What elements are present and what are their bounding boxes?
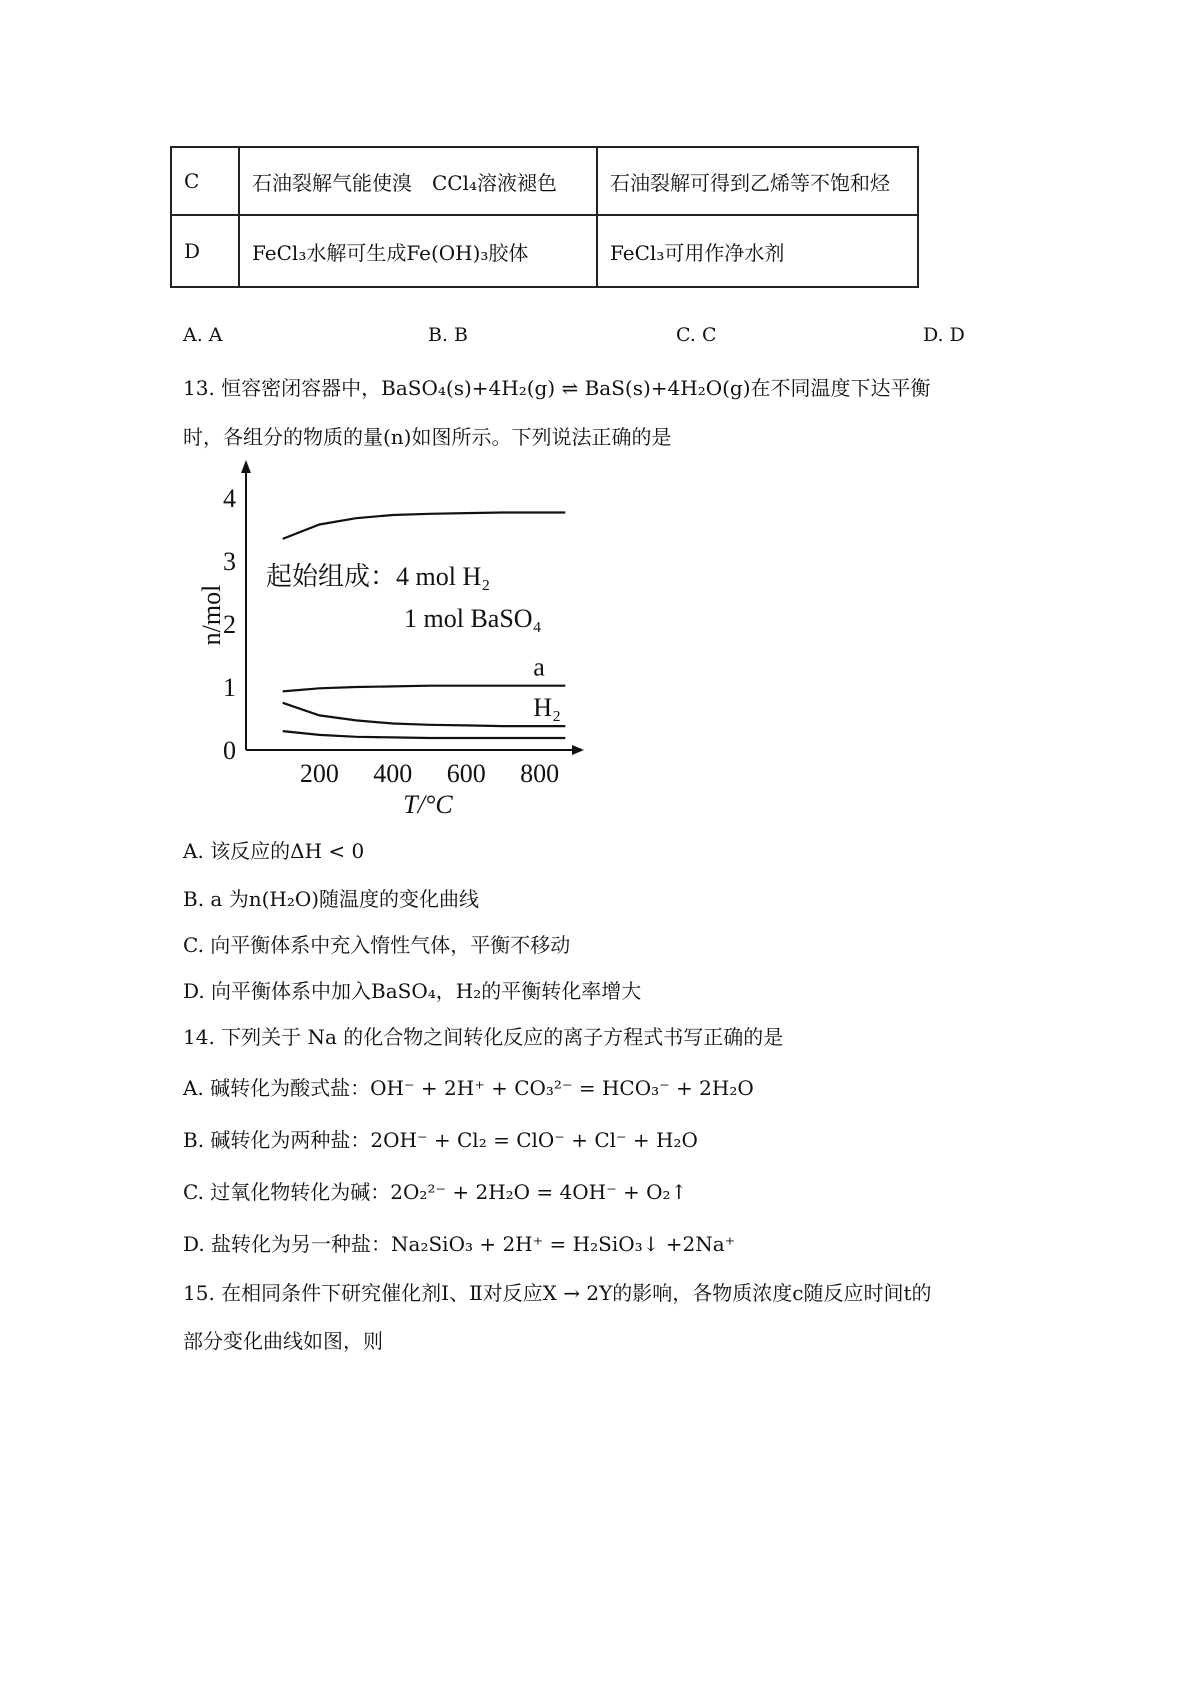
equilibrium-chart (180, 455, 600, 825)
q12-choice-c: C. C (676, 324, 717, 346)
q12-choice-a: A. A (183, 324, 223, 346)
y-tick-label: 4 (223, 484, 236, 513)
table-row (171, 147, 918, 215)
y-tick-label: 3 (223, 547, 236, 576)
x-tick-label: 400 (373, 759, 413, 788)
q14-option-b: B. 碱转化为两种盐：2OH⁻ + Cl₂ = ClO⁻ + Cl⁻ + H₂O (183, 1128, 698, 1152)
y-tick-label: 2 (223, 610, 236, 639)
q13-stem-line2: 时，各组分的物质的量(n)如图所示。下列说法正确的是 (183, 425, 672, 449)
table-row (171, 215, 918, 287)
chart-annotation-line1: 起始组成：4 mol H₂ (266, 562, 491, 591)
options-table (170, 146, 919, 288)
series-label: H₂ (533, 693, 562, 723)
q13-option-b: B. a 为n(H₂O)随温度的变化曲线 (183, 887, 480, 911)
q14-option-c: C. 过氧化物转化为碱：2O₂²⁻ + 2H₂O = 4OH⁻ + O₂↑ (183, 1180, 688, 1204)
series-line-1 (283, 513, 566, 539)
x-tick-label: 800 (520, 759, 560, 788)
q13-option-c: C. 向平衡体系中充入惰性气体，平衡不移动 (183, 933, 571, 957)
chart-annotation-line2: 1 mol BaSO₄ (404, 604, 542, 633)
q14-stem: 14. 下列关于 Na 的化合物之间转化反应的离子方程式书写正确的是 (183, 1025, 784, 1049)
q14-option-d: D. 盐转化为另一种盐：Na₂SiO₃ + 2H⁺ = H₂SiO₃↓ +2Na⁺ (183, 1232, 736, 1256)
x-axis (246, 745, 584, 755)
row-statement: 石油裂解气能使溴 CCl₄溶液褪色 (239, 147, 597, 215)
row-statement: FeCl₃水解可生成Fe(OH)₃胶体 (239, 215, 597, 287)
q13-option-a: A. 该反应的ΔH < 0 (183, 839, 365, 863)
q15-stem-line2: 部分变化曲线如图，则 (183, 1329, 383, 1353)
y-tick-label: 1 (223, 673, 236, 702)
y-tick-label: 0 (223, 736, 236, 765)
q14-option-a: A. 碱转化为酸式盐：OH⁻ + 2H⁺ + CO₃²⁻ = HCO₃⁻ + 2H₂O (183, 1076, 754, 1100)
x-tick-label: 600 (446, 759, 486, 788)
row-label: D (171, 215, 239, 287)
row-label: C (171, 147, 239, 215)
y-axis-label: n/mol (197, 584, 226, 646)
series-label: a (533, 652, 545, 682)
x-tick-label: 200 (299, 759, 339, 788)
row-explanation: 石油裂解可得到乙烯等不饱和烃 (597, 147, 918, 215)
series-line-4 (283, 731, 566, 738)
series-line-3 (283, 703, 566, 726)
y-axis (241, 460, 251, 750)
row-explanation: FeCl₃可用作净水剂 (597, 215, 918, 287)
q13-stem-line1: 13. 恒容密闭容器中，BaSO₄(s)+4H₂(g) ⇌ BaS(s)+4H₂O(g)在不同温度下达平衡 (183, 376, 931, 400)
q12-choices (183, 324, 983, 354)
q12-choice-b: B. B (428, 324, 469, 346)
x-axis-label: T/°C (403, 790, 453, 819)
q12-choice-d: D. D (923, 324, 965, 346)
series-line-2 (283, 686, 566, 692)
q15-stem-line1: 15. 在相同条件下研究催化剂Ⅰ、Ⅱ对反应X → 2Y的影响，各物质浓度c随反应时间t的 (183, 1281, 932, 1305)
q13-option-d: D. 向平衡体系中加入BaSO₄，H₂的平衡转化率增大 (183, 979, 642, 1003)
